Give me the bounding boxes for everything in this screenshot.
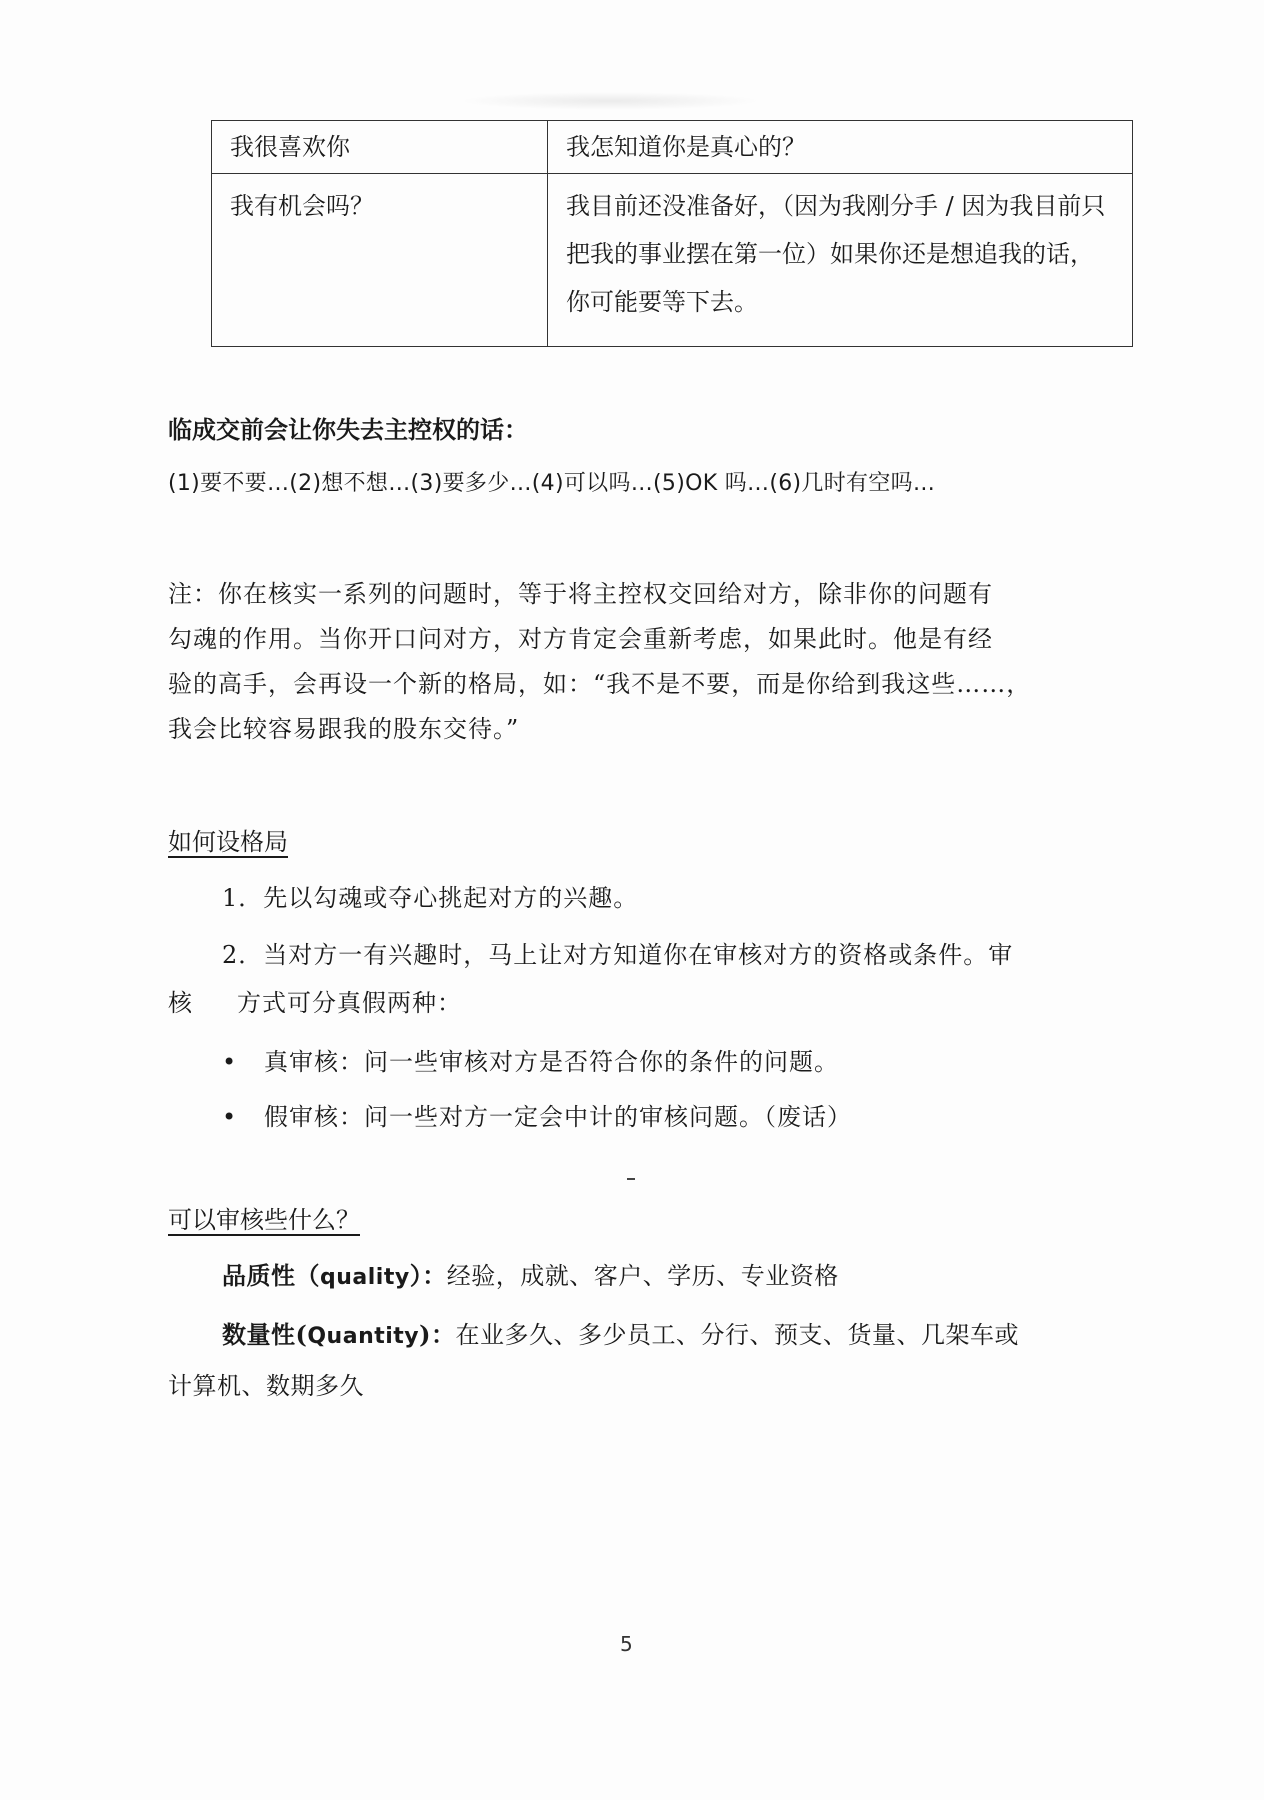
setup-step-2-cont-a: 核 <box>168 989 193 1017</box>
list-item <box>222 1042 839 1077</box>
note-line: 注：你在核实一系列的问题时，等于将主控权交回给对方，除非你的问题有 <box>168 580 993 608</box>
quality-line <box>222 1256 839 1291</box>
table-cell-prompt: 我很喜欢你 <box>212 121 548 174</box>
quantity-label-en: Quantity <box>307 1324 420 1349</box>
lose-control-heading: 临成交前会让你失去主控权的话： <box>168 415 528 444</box>
setup-step-2-continued <box>168 983 462 1018</box>
quality-label-en: quality <box>320 1265 410 1290</box>
note-paragraph <box>168 572 1108 752</box>
setup-step-2: 2．当对方一有兴趣时，马上让对方知道你在审核对方的资格或条件。审 <box>222 941 1014 969</box>
table-cell-response: 我目前还没准备好，（因为我刚分手 / 因为我目前只把我的事业摆在第一位）如果你还是想追我的话，你可能要等下去。 <box>547 174 1132 347</box>
quality-label-close: ）： <box>409 1261 447 1290</box>
quality-label: 品质性（ <box>222 1261 320 1290</box>
quantity-text: 在业多久、多少员工、分行、预支、货量、几架车或 <box>455 1321 1020 1349</box>
quantity-line <box>222 1315 1102 1350</box>
dialog-table <box>211 120 1133 347</box>
lose-control-phrases: (1)要不要…(2)想不想…(3)要多少…(4)可以吗…(5)OK 吗…(6)几时有空吗… <box>168 471 936 496</box>
bullet-icon: • <box>222 1048 238 1076</box>
bullet-icon: • <box>222 1103 238 1131</box>
list-item-text: 假审核：问一些对方一定会中计的审核问题。（废话） <box>264 1103 852 1131</box>
table-cell-response: 我怎知道你是真心的？ <box>547 121 1132 174</box>
note-line: 我会比较容易跟我的股东交待。” <box>168 715 520 743</box>
quality-text: 经验，成就、客户、学历、专业资格 <box>446 1262 839 1290</box>
setup-step-1: 1．先以勾魂或夺心挑起对方的兴趣。 <box>222 884 639 912</box>
setup-step-2-cont-b: 方式可分真假两种： <box>237 989 462 1017</box>
list-item-text: 真审核：问一些审核对方是否符合你的条件的问题。 <box>264 1048 839 1076</box>
table-cell-prompt: 我有机会吗？ <box>212 174 548 347</box>
list-item <box>222 1097 852 1132</box>
table-row <box>212 121 1133 174</box>
page-number: 5 <box>620 1632 633 1656</box>
note-line: 验的高手，会再设一个新的格局，如：“我不是不要，而是你给到我这些……， <box>168 670 1032 698</box>
setup-heading: 如何设格局 <box>168 828 288 856</box>
review-heading: 可以审核些什么？ <box>168 1206 360 1234</box>
quantity-line-continued: 计算机、数期多久 <box>168 1372 364 1400</box>
note-line: 勾魂的作用。当你开口问对方，对方肯定会重新考虑，如果此时。他是有经 <box>168 625 993 653</box>
stray-dash-mark <box>627 1178 635 1180</box>
quantity-label-close: )： <box>419 1320 456 1349</box>
scan-smudge <box>460 92 760 110</box>
quantity-label: 数量性( <box>222 1320 308 1349</box>
table-row <box>212 174 1133 347</box>
